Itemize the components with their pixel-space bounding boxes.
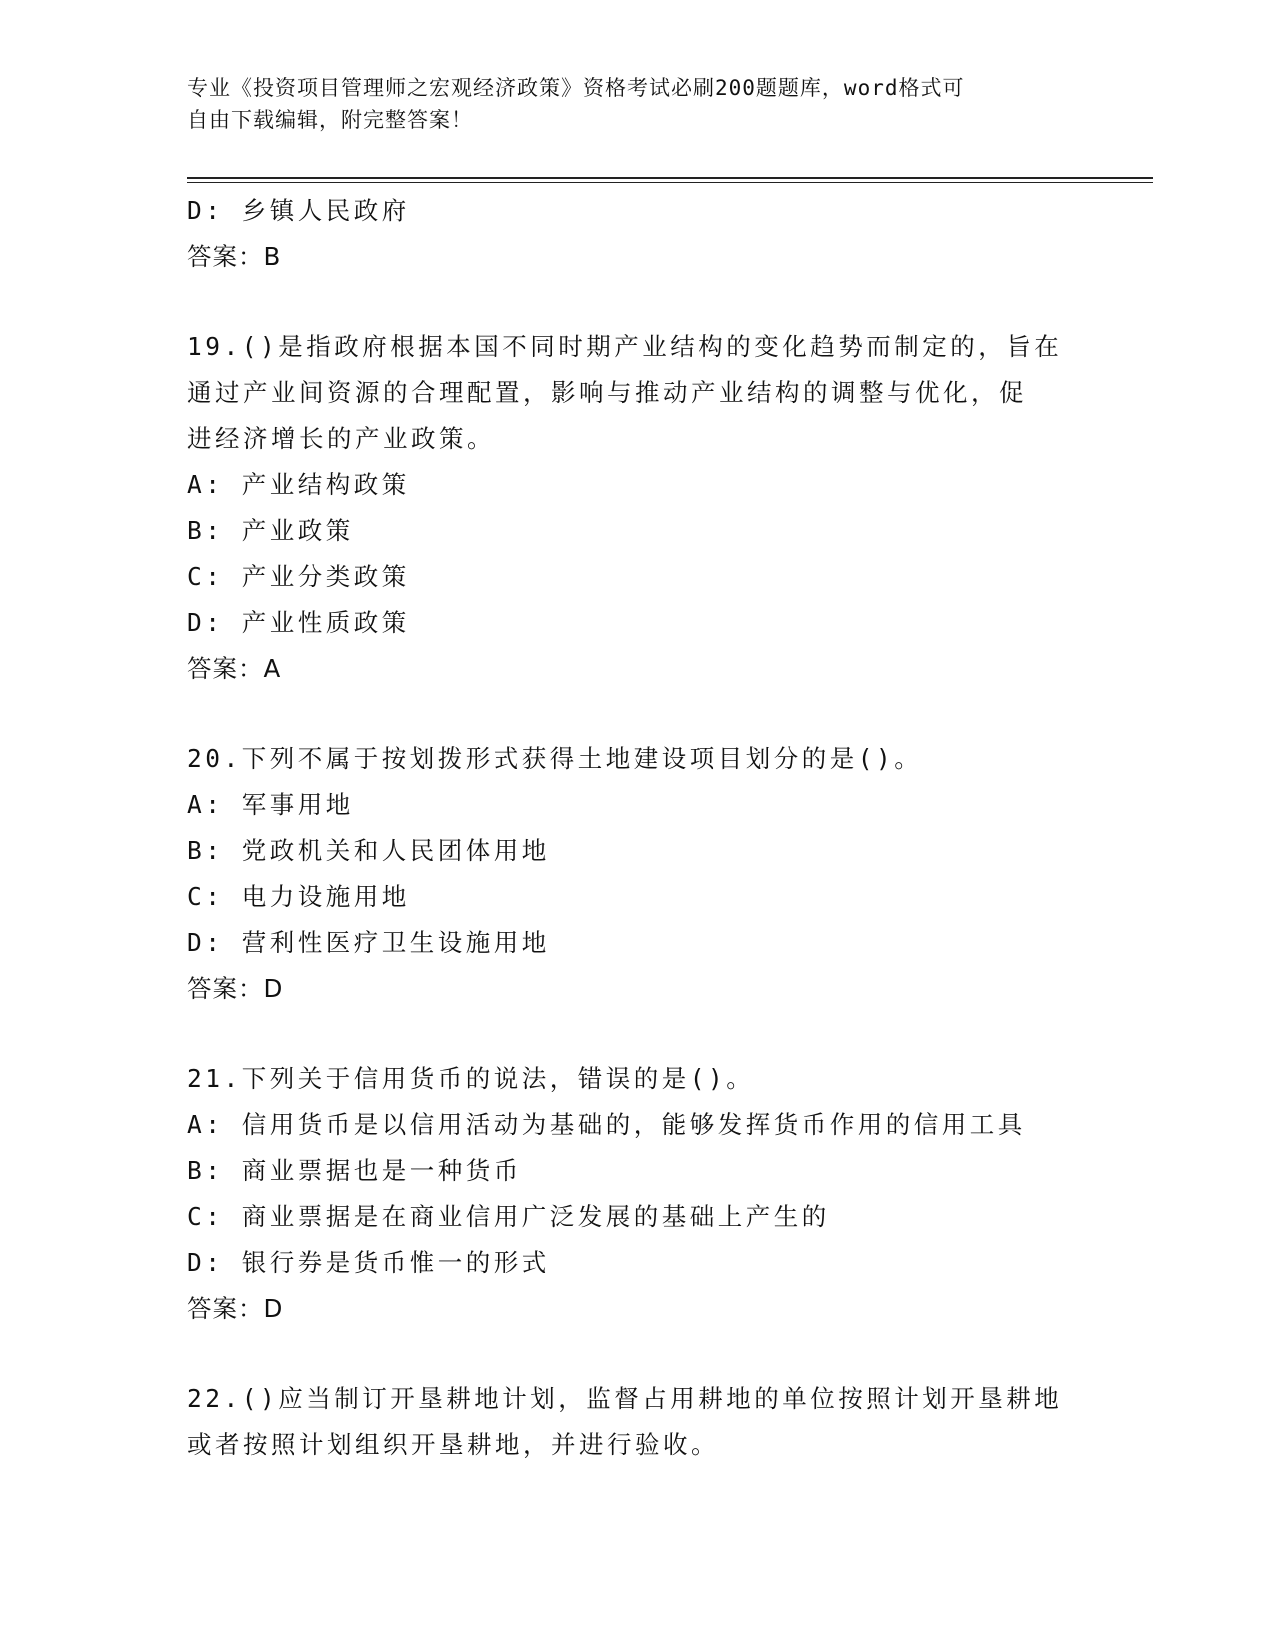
option-c: C: 商业票据是在商业信用广泛发展的基础上产生的	[187, 1202, 830, 1231]
header-line-2: 自由下载编辑，附完整答案！	[187, 108, 473, 132]
question-18	[187, 188, 1087, 280]
question-stem-line: 或者按照计划组织开垦耕地，并进行验收。	[187, 1430, 719, 1459]
answer: 答案：B	[187, 242, 282, 271]
option-a: A: 产业结构政策	[187, 470, 410, 499]
answer: 答案：D	[187, 974, 284, 1003]
option-b: B: 党政机关和人民团体用地	[187, 836, 550, 865]
question-19	[187, 324, 1087, 692]
question-content	[187, 188, 1087, 1468]
spacer	[187, 1012, 1087, 1056]
option-a: A: 军事用地	[187, 790, 354, 819]
option-a: A: 信用货币是以信用活动为基础的，能够发挥货币作用的信用工具	[187, 1110, 1026, 1139]
option-c: C: 产业分类政策	[187, 562, 410, 591]
header-line-1: 专业《投资项目管理师之宏观经济政策》资格考试必刷200题题库，word格式可	[187, 76, 965, 100]
answer: 答案：D	[187, 1294, 284, 1323]
question-stem-line: 21.下列关于信用货币的说法，错误的是()。	[187, 1064, 755, 1093]
page-header	[187, 72, 1087, 136]
option-b: B: 产业政策	[187, 516, 354, 545]
question-22	[187, 1376, 1087, 1468]
spacer	[187, 692, 1087, 736]
spacer	[187, 1332, 1087, 1376]
header-divider-thick	[187, 177, 1153, 179]
question-stem-line: 19.()是指政府根据本国不同时期产业结构的变化趋势而制定的，旨在	[187, 332, 1063, 361]
option-d: D: 乡镇人民政府	[187, 196, 410, 225]
answer: 答案：A	[187, 654, 282, 683]
question-stem-line: 20.下列不属于按划拨形式获得土地建设项目划分的是()。	[187, 744, 923, 773]
question-stem-line: 通过产业间资源的合理配置，影响与推动产业结构的调整与优化，促	[187, 378, 1027, 407]
option-d: D: 产业性质政策	[187, 608, 410, 637]
question-stem-line: 22.()应当制订开垦耕地计划，监督占用耕地的单位按照计划开垦耕地	[187, 1384, 1063, 1413]
spacer	[187, 280, 1087, 324]
option-c: C: 电力设施用地	[187, 882, 410, 911]
option-d: D: 银行券是货币惟一的形式	[187, 1248, 550, 1277]
option-d: D: 营利性医疗卫生设施用地	[187, 928, 550, 957]
question-21	[187, 1056, 1087, 1332]
option-b: B: 商业票据也是一种货币	[187, 1156, 522, 1185]
question-20	[187, 736, 1087, 1012]
question-stem-line: 进经济增长的产业政策。	[187, 424, 495, 453]
header-divider-thin	[187, 182, 1153, 183]
